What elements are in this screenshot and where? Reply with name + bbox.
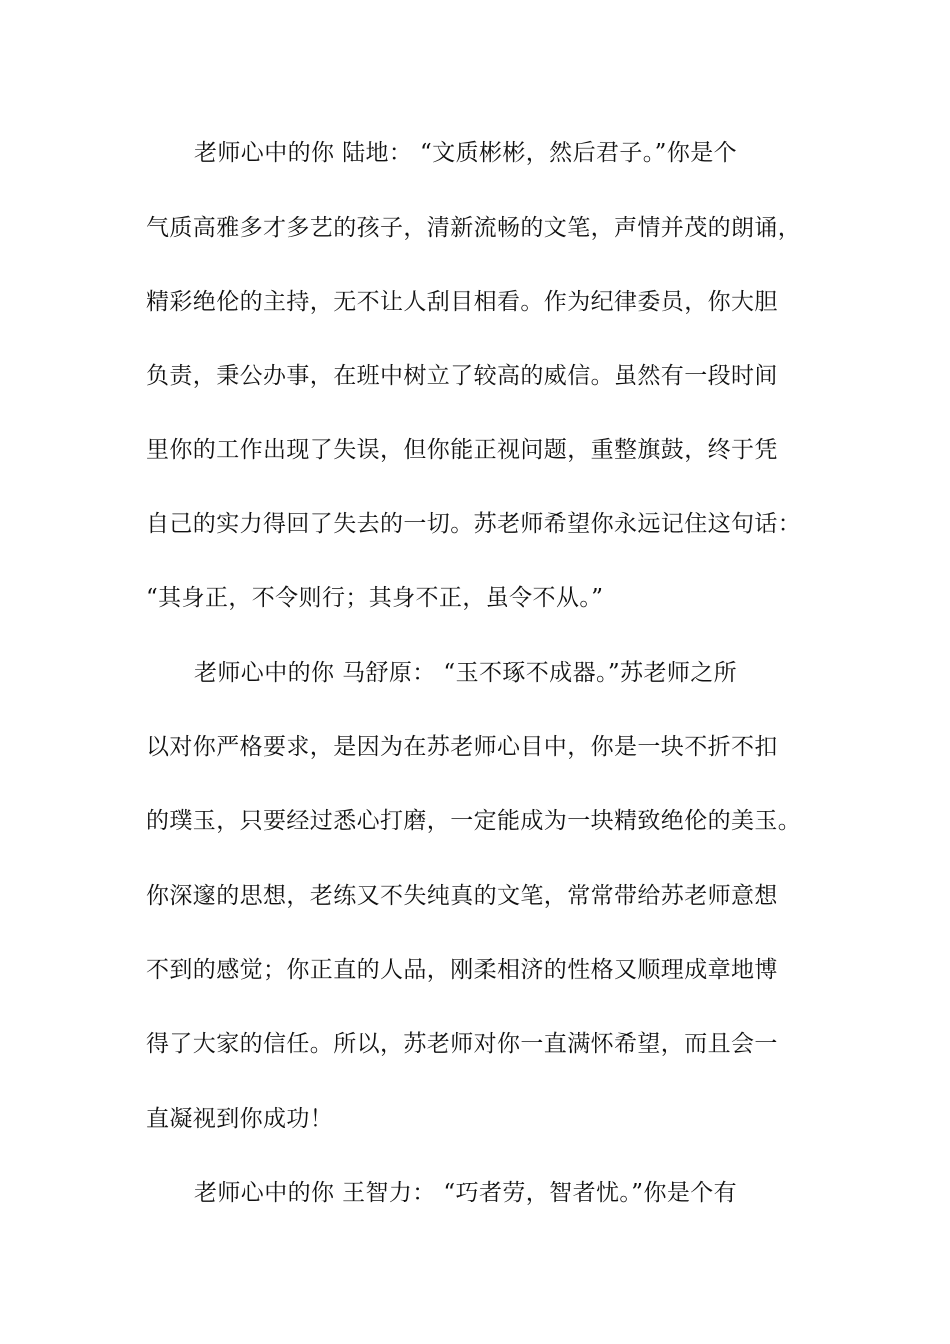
paragraph-1-line-6: 自己的实力得回了失去的一切。苏老师希望你永远记住这句话： <box>146 511 802 537</box>
paragraph-1-line-5: 里你的工作出现了失误，但你能正视问题，重整旗鼓，终于凭 <box>146 437 778 463</box>
paragraph-1-line-4: 负责，秉公办事，在班中树立了较高的威信。虽然有一段时间 <box>146 363 778 389</box>
paragraph-1-line-7: “其身正，不令则行；其身不正，虽令不从。” <box>146 585 604 611</box>
paragraph-2-line-6: 得了大家的信任。所以，苏老师对你一直满怀希望，而且会一 <box>146 1031 778 1057</box>
paragraph-1-line-2: 气质高雅多才多艺的孩子，清新流畅的文笔，声情并茂的朗诵， <box>146 215 802 241</box>
paragraph-2-line-5: 不到的感觉；你正直的人品，刚柔相济的性格又顺理成章地博 <box>146 957 778 983</box>
paragraph-2-line-2: 以对你严格要求，是因为在苏老师心目中，你是一块不折不扣 <box>146 734 778 760</box>
paragraph-3-line-1: 老师心中的你 王智力： “巧者劳，智者忧。”你是个有 <box>194 1180 738 1206</box>
paragraph-2-line-4: 你深邃的思想，老练又不失纯真的文笔，常常带给苏老师意想 <box>146 883 778 909</box>
paragraph-2-line-1: 老师心中的你 马舒原： “玉不琢不成器。”苏老师之所 <box>194 660 738 686</box>
paragraph-1-line-1: 老师心中的你 陆地： “文质彬彬，然后君子。”你是个 <box>194 140 738 166</box>
paragraph-1-line-3: 精彩绝伦的主持，无不让人刮目相看。作为纪律委员，你大胆 <box>146 289 778 315</box>
paragraph-2-line-7: 直凝视到你成功！ <box>146 1106 334 1132</box>
paragraph-2-line-3: 的璞玉，只要经过悉心打磨，一定能成为一块精致绝伦的美玉。 <box>146 808 802 834</box>
